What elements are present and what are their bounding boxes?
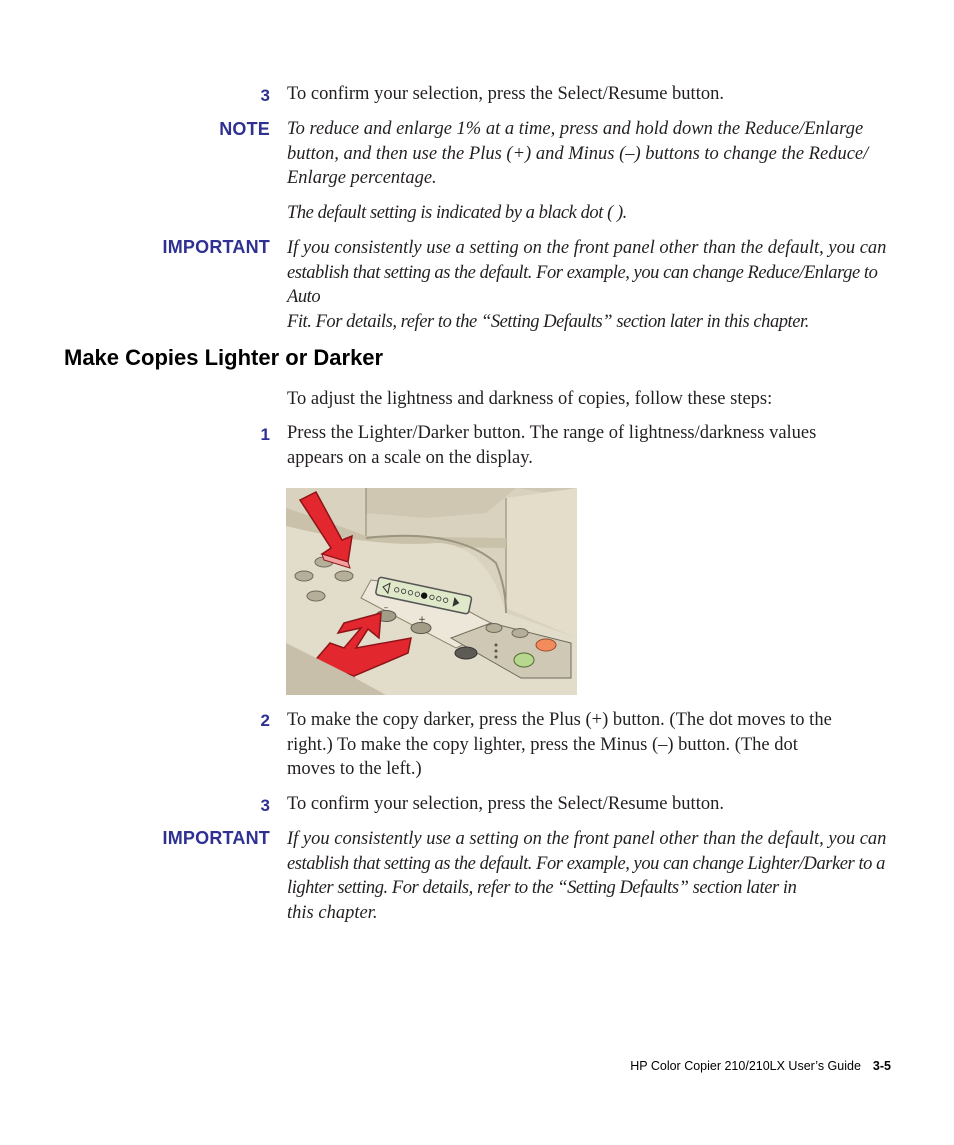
step-line: moves to the left.) bbox=[287, 759, 422, 779]
step-number: 1 bbox=[260, 425, 270, 444]
step-text bbox=[287, 708, 887, 782]
important-line: If you consistently use a setting on the front panel other than the default, you can bbox=[287, 829, 887, 849]
page-footer bbox=[630, 1059, 891, 1073]
important-line: Fit. For details, refer to the “Setting Defaults” section later in this chapter. bbox=[287, 311, 809, 332]
note-label: NOTE bbox=[219, 119, 270, 139]
step-number: 2 bbox=[260, 711, 270, 730]
step-number: 3 bbox=[260, 86, 270, 105]
important-label: IMPORTANT bbox=[162, 828, 270, 848]
step-line: Press the Lighter/Darker button. The range of lightness/darkness values bbox=[287, 423, 817, 443]
note-line: Enlarge percentage. bbox=[287, 168, 437, 188]
important-label: IMPORTANT bbox=[162, 237, 270, 257]
step-line: appears on a scale on the display. bbox=[287, 447, 533, 468]
page-number: 3-5 bbox=[872, 1059, 891, 1073]
step-text: To confirm your selection, press the Select/Resume button. bbox=[287, 794, 724, 814]
note-line: button, and then use the Plus (+) and Minus (–) buttons to change the Reduce/ bbox=[287, 143, 869, 164]
important-text bbox=[287, 236, 897, 334]
note-default-text: The default setting is indicated by a black dot ( ). bbox=[287, 203, 627, 223]
step-text bbox=[287, 421, 887, 470]
note-text bbox=[287, 117, 887, 191]
section-heading: Make Copies Lighter or Darker bbox=[64, 345, 384, 370]
svg-text:–: – bbox=[383, 603, 389, 613]
important-line: this chapter. bbox=[287, 902, 378, 923]
control-panel-illustration bbox=[286, 488, 577, 695]
step-number: 3 bbox=[260, 796, 270, 815]
important-line: establish that setting as the default. For example, you can change Lighter/Darker to a bbox=[287, 853, 885, 874]
important-line: establish that setting as the default. For example, you can change Reduce/Enlarge to Auto bbox=[287, 262, 878, 307]
footer-title: HP Color Copier 210/210LX User’s Guide bbox=[630, 1059, 861, 1073]
step-line: To make the copy darker, press the Plus (+) button. (The dot moves to the bbox=[287, 710, 832, 730]
control-panel-drawing bbox=[286, 488, 577, 695]
section-intro: To adjust the lightness and darkness of copies, follow these steps: bbox=[287, 389, 773, 409]
important-line: lighter setting. For details, refer to the “Setting Defaults” section later in bbox=[287, 878, 797, 898]
note-line: To reduce and enlarge 1% at a time, press and hold down the Reduce/Enlarge bbox=[287, 119, 864, 139]
important-line: If you consistently use a setting on the front panel other than the default, you can bbox=[287, 238, 887, 258]
important-text bbox=[287, 827, 897, 925]
step-text: To confirm your selection, press the Select/Resume button. bbox=[287, 84, 724, 104]
svg-text:+: + bbox=[418, 615, 426, 625]
step-line: right.) To make the copy lighter, press the Minus (–) button. (The dot bbox=[287, 734, 798, 755]
